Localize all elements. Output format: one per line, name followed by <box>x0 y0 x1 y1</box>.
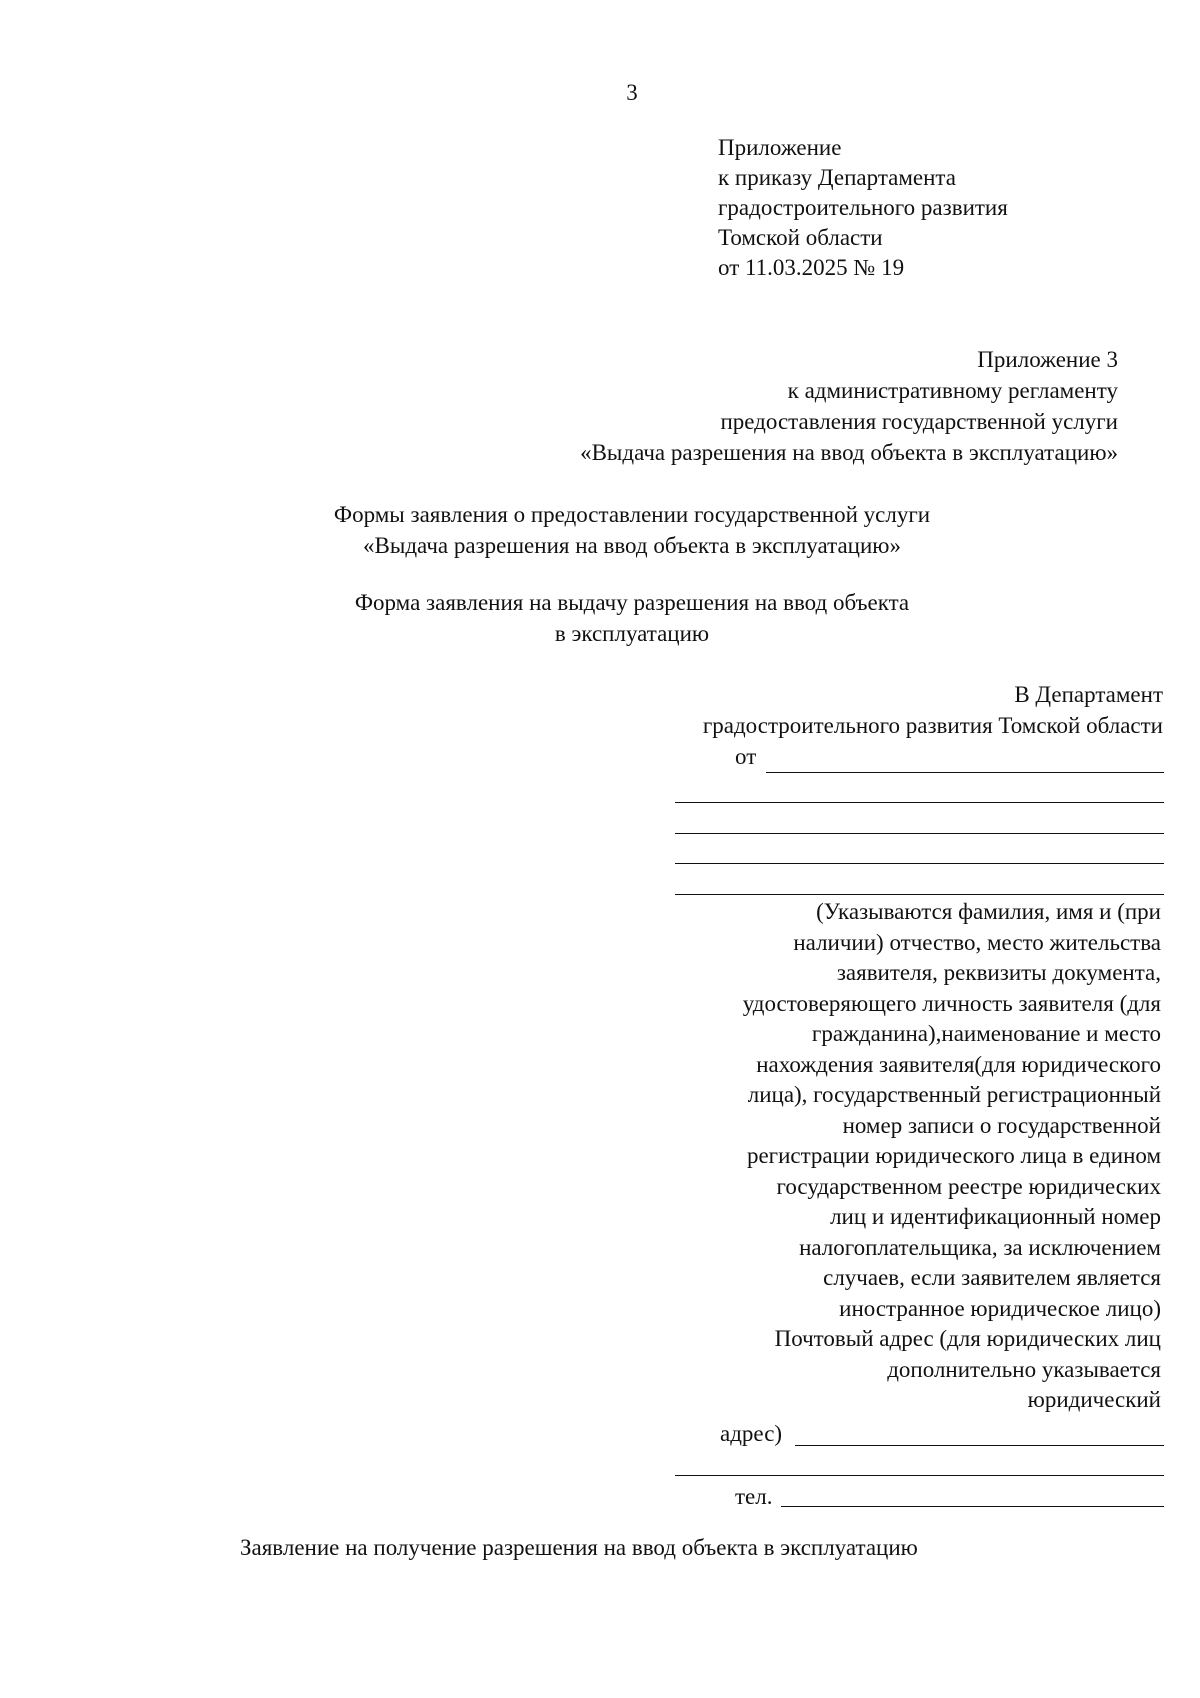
appendix-order-line: Томской области <box>718 225 883 250</box>
addressee-block <box>703 680 1163 742</box>
applicant-note-line: Почтовый адрес (для юридических лиц <box>774 1326 1161 1351</box>
appendix-order-block <box>718 133 1008 283</box>
applicant-note-line: случаев, если заявителем является <box>823 1265 1161 1290</box>
applicant-note-line: регистрации юридического лица в едином <box>746 1143 1161 1168</box>
appendix-order-line: к приказу Департамента <box>718 165 956 190</box>
appendix-regulation-line: «Выдача разрешения на ввод объекта в эксплуатацию» <box>580 440 1118 465</box>
applicant-note-line: нахождения заявителя(для юридического <box>756 1051 1161 1077</box>
form-heading-line: в эксплуатацию <box>554 621 710 646</box>
forms-heading <box>0 500 1200 562</box>
statement-title: Заявление на получение разрешения на ввод объекта в эксплуатацию <box>240 1535 918 1560</box>
applicant-note-line: номер записи о государственной <box>842 1112 1161 1138</box>
applicant-note-line: заявителя, реквизиты документа, <box>836 960 1161 985</box>
form-heading-line: Форма заявления на выдачу разрешения на ввод объекта <box>354 590 910 615</box>
appendix-regulation-line: предоставления государственной услуги <box>720 409 1118 434</box>
applicant-note-line: лица), государственный регистрационный <box>747 1082 1161 1107</box>
appendix-order-line: градостроительного развития <box>718 195 1008 220</box>
applicant-field-line[interactable] <box>675 863 1164 864</box>
from-field-line[interactable] <box>766 772 1164 773</box>
phone-field-line[interactable] <box>781 1506 1164 1507</box>
applicant-field-line[interactable] <box>675 833 1164 834</box>
appendix-order-line: от 11.03.2025 № 19 <box>718 255 905 280</box>
applicant-note-line: лиц и идентификационный номер <box>830 1204 1161 1229</box>
applicant-note-line: (Указываются фамилия, имя и (при <box>816 899 1161 924</box>
page-number: 3 <box>626 80 638 105</box>
appendix-order-line: Приложение <box>718 135 842 160</box>
applicant-note-line: дополнительно указывается <box>887 1356 1161 1382</box>
address-field-line[interactable] <box>795 1445 1164 1446</box>
addressee-line: градостроительного развития Томской области <box>702 713 1163 738</box>
applicant-note-line: юридический <box>1027 1387 1161 1412</box>
address-label: адрес) <box>720 1421 783 1446</box>
applicant-note-line: гражданина),наименование и место <box>811 1021 1161 1046</box>
from-label: от <box>735 744 757 769</box>
appendix-regulation-line: Приложение 3 <box>977 347 1118 372</box>
applicant-note-line: наличии) отчество, место жительства <box>793 929 1161 955</box>
applicant-note-line: государственном реестре юридических <box>776 1173 1161 1199</box>
applicant-field-line[interactable] <box>675 802 1164 803</box>
forms-heading-line: «Выдача разрешения на ввод объекта в эксплуатацию» <box>363 533 901 558</box>
addressee-line: В Департамент <box>1014 682 1163 707</box>
forms-heading-line: Формы заявления о предоставлении государственной услуги <box>333 502 931 527</box>
applicant-note-line: иностранное юридическое лицо) <box>839 1295 1161 1321</box>
appendix-regulation-line: к административному регламенту <box>787 378 1118 403</box>
applicant-note <box>743 897 1161 1416</box>
appendix-regulation-block <box>580 345 1118 469</box>
phone-label: тел. <box>735 1484 773 1509</box>
address-field-line-2[interactable] <box>675 1475 1164 1476</box>
applicant-note-line: налогоплательщика, за исключением <box>799 1234 1161 1260</box>
form-heading <box>0 588 1200 650</box>
applicant-note-line: удостоверяющего личность заявителя (для <box>742 990 1161 1016</box>
applicant-field-line[interactable] <box>675 894 1164 895</box>
